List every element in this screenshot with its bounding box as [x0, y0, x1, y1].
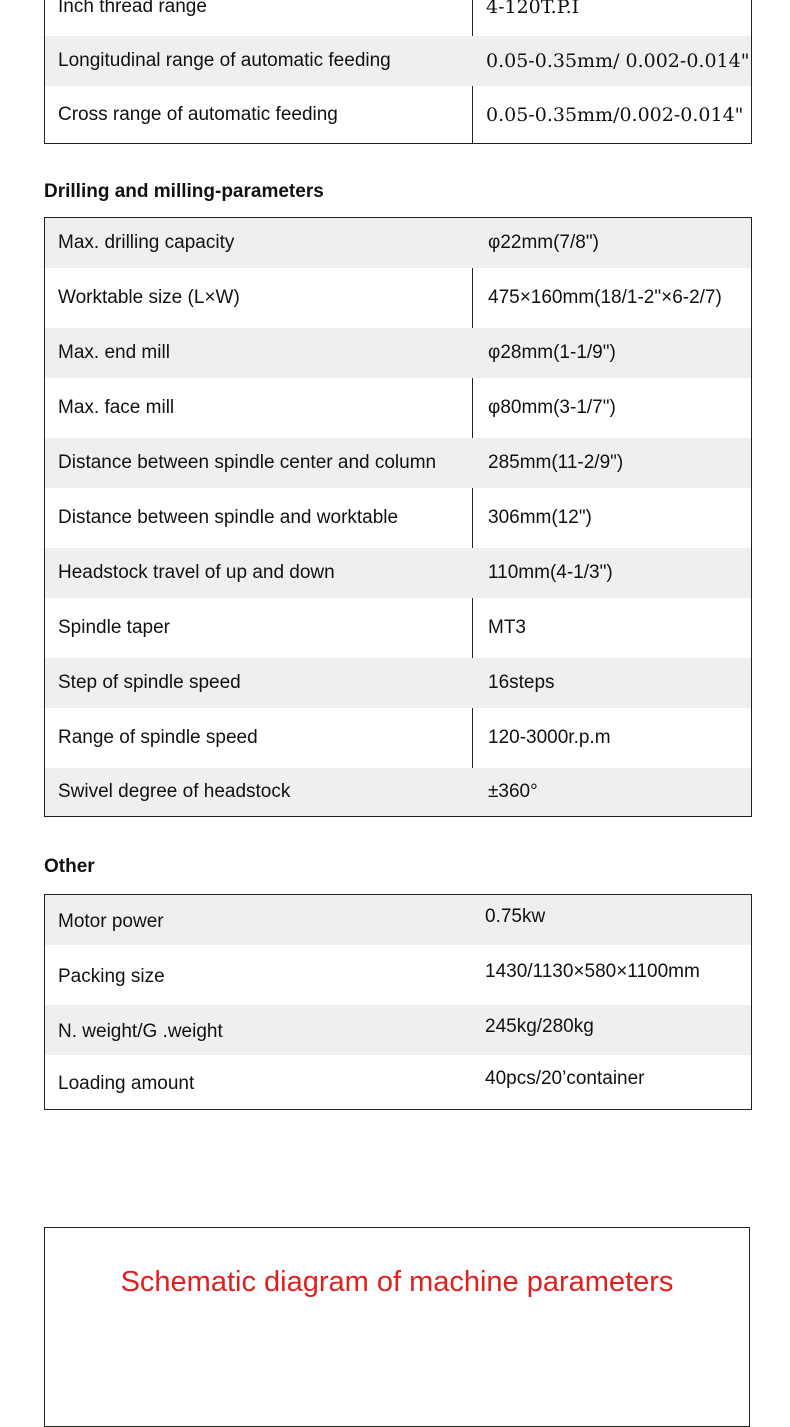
table-row: [45, 268, 751, 328]
row-value: 40pcs/20’container: [485, 1068, 645, 1089]
row-value: 245kg/280kg: [485, 1016, 594, 1037]
row-label: N. weight/G .weight: [58, 1021, 223, 1042]
row-label: Distance between spindle center and column: [58, 452, 437, 473]
row-value: 0.05-0.35mm/0.002-0.014": [486, 103, 744, 126]
row-value: ±360°: [488, 781, 538, 802]
row-label: Max. face mill: [58, 397, 175, 418]
table-row: [45, 488, 751, 548]
row-label: Cross range of automatic feeding: [58, 103, 338, 125]
row-value: 0.05-0.35mm/ 0.002-0.014": [486, 50, 750, 72]
row-value: 120-3000r.p.m: [488, 727, 611, 748]
row-label: Max. end mill: [58, 342, 170, 363]
row-label: Range of spindle speed: [58, 727, 258, 748]
row-label: Step of spindle speed: [58, 672, 241, 693]
row-value: 475×160mm(18/1-2"×6-2/7): [488, 287, 722, 308]
row-label: Motor power: [58, 911, 164, 932]
section-title-other: Other: [44, 856, 95, 877]
row-value: φ80mm(3-1/7"): [488, 397, 616, 418]
row-value: 306mm(12"): [488, 507, 592, 528]
table-row: [45, 658, 751, 708]
table-row: [45, 548, 751, 598]
row-value: 285mm(11-2/9"): [488, 452, 624, 473]
other-params-table: [44, 894, 752, 1110]
row-value: 1430/1130×580×1100mm: [485, 961, 700, 982]
row-label: Loading amount: [58, 1073, 195, 1094]
table-row: [45, 438, 751, 488]
table-row: [45, 36, 751, 86]
table-row: [45, 768, 751, 816]
row-label: Spindle taper: [58, 617, 170, 638]
row-value: φ28mm(1-1/9"): [488, 342, 616, 363]
section-title-drilling: Drilling and milling-parameters: [44, 181, 324, 202]
table-row: [45, 598, 751, 658]
row-label: Inch thread range: [58, 0, 207, 17]
row-label: Distance between spindle and worktable: [58, 507, 399, 528]
row-value: 16steps: [488, 672, 555, 693]
table-row: [45, 708, 751, 768]
row-label: Swivel degree of headstock: [58, 781, 291, 802]
row-label: Packing size: [58, 966, 165, 987]
row-value: 0.75kw: [485, 906, 546, 927]
table-row: [45, 1055, 751, 1109]
diagram-title: Schematic diagram of machine parameters: [120, 1266, 674, 1298]
row-value: 110mm(4-1/3"): [488, 562, 613, 583]
drilling-params-table: [44, 217, 752, 817]
table-row: [45, 328, 751, 378]
table-row: [45, 945, 751, 1005]
table-row: [45, 378, 751, 438]
schematic-diagram-panel: [44, 1227, 750, 1427]
row-label: Max. drilling capacity: [58, 232, 235, 253]
row-value: 4-120T.P.I: [486, 0, 580, 18]
table-row: [45, 218, 751, 268]
row-value: MT3: [488, 617, 526, 638]
table-row: [45, 1005, 751, 1055]
table-row: [45, 0, 751, 36]
row-label: Worktable size (L×W): [58, 287, 240, 308]
table-row: [45, 86, 751, 143]
table-row: [45, 895, 751, 945]
row-label: Headstock travel of up and down: [58, 562, 335, 583]
row-label: Longitudinal range of automatic feeding: [58, 50, 391, 71]
row-value: φ22mm(7/8"): [488, 232, 599, 253]
thread-feed-table: [44, 0, 752, 144]
